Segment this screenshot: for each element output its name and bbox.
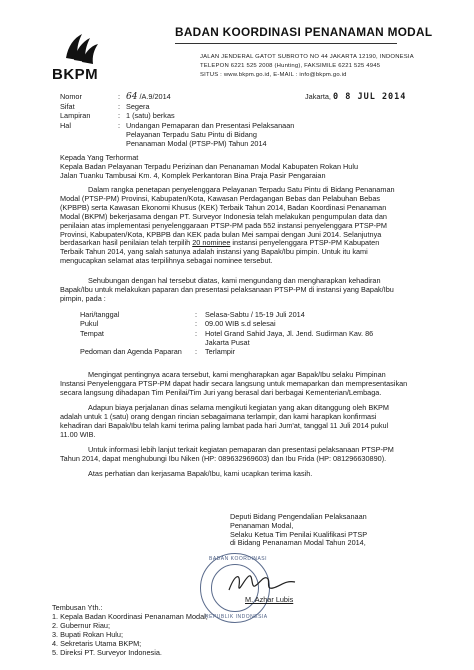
letter-meta	[60, 92, 294, 148]
handwritten-signature	[225, 568, 300, 598]
schedule-guide-row: Pedoman dan Agenda Paparan : Terlampir	[80, 347, 236, 357]
address-line-1: JALAN JENDERAL GATOT SUBROTO NO 44 JAKARTA 12190, INDONESIA	[200, 54, 414, 60]
cc-title: Tembusan Yth.:	[52, 603, 103, 612]
bkpm-logo-icon	[60, 28, 102, 68]
schedule-block	[80, 310, 373, 356]
paragraph-1: Dalam rangka penetapan penyelenggara Pelayanan Terpadu Satu Pintu di Bidang Penanaman Modal (PTSP-PM) Provinsi, Kabupaten/Kota, Kawasan Perdagangan Bebas dan Pelabuhan Bebas (KPBPB) serta Kawasan Ekonomi Khusus (KEK) Terbaik Tahun 2014, Badan Koordinasi Penanaman Modal (BKPM) bekerjasama dengan PT. Surveyor Indonesia telah melakukan pengumpulan data dan penilaian atas implementasi penyelenggaraan PTSP-PM pada 552 instansi penyelenggara PTSP-PM Provinsi, Kabupaten/Kota, KPBPB dan KEK pada bulan Mei sampai dengan Juni 2014. Selanjutnya berdasarkan hasil penilaian telah terpilih 20 nominee instansi penyelenggara PTSP-PM Kabupaten Terbaik Tahun 2014, yang salah satunya adalah instansi yang Bapak/Ibu pimpin. Untuk itu kami mengucapkan selamat atas terpilihnya sebagai nominee tersebut.	[60, 185, 395, 266]
nominee-count: 20 nominee	[192, 238, 231, 248]
schedule-date-row: Hari/tanggal : Selasa-Sabtu / 15-19 Juli 2014	[80, 310, 305, 319]
signature-block: Deputi Bidang Pengendalian Pelaksanaan Penanaman Modal, Selaku Ketua Tim Penilai Kualifikasi PTSP di Bidang Penanaman Modal Tahun 2014,	[230, 512, 368, 548]
logo-wordmark: BKPM	[52, 66, 99, 83]
schedule-time-row: Pukul : 09.00 WIB s.d selesai	[80, 319, 276, 329]
place-date: Jakarta, 0 8 JUL 2014	[305, 92, 407, 102]
recipient-block: Kepada Yang Terhormat Kepala Badan Pelayanan Terpadu Perizinan dan Penanaman Modal Kabupaten Rokan Hulu Jalan Tuanku Tambusai Km. 4, Komplek Perkantoran Bina Praja Pasir Pengaraian	[60, 153, 359, 180]
signatory-name: M. Azhar Lubis	[245, 595, 294, 604]
sifat-row: Sifat : Segera	[60, 102, 150, 112]
official-stamp: BADAN KOORDINASI REPUBLIK INDONESIA	[200, 553, 270, 623]
paragraph-5: Untuk informasi lebih lanjut terkait kegiatan pemaparan dan presentasi pelaksanaan PTSP-PM Tahun 2014, dapat menghubungi Ibu Niken (HP: 089632969603) dan Ibu Frida (HP: 081296630890).	[60, 445, 394, 463]
date-stamp: 0 8 JUL 2014	[333, 92, 407, 102]
cc-item: 2. Gubernur Riau;	[52, 621, 111, 631]
paragraph-2: Sehubungan dengan hal tersebut diatas, kami mengundang dan mengharapkan kehadiran Bapak/Ibu untuk melakukan paparan dan presentasi pelaksanaan PTSP-PM di instansi yang Bapak/Ibu pimpin, pada :	[60, 276, 394, 303]
hal-line-2: Pelayanan Terpadu Satu Pintu di Bidang	[126, 129, 257, 139]
cc-item: 4. Sekretaris Utama BKPM;	[52, 639, 142, 649]
address-line-2: TELEPON 6221 525 2008 (Hunting), FAKSIMILE 6221 525 4945	[200, 63, 381, 69]
cc-item: 5. Direksi PT. Surveyor Indonesia.	[52, 648, 162, 658]
header-rule	[175, 43, 397, 44]
lampiran-row: Lampiran : 1 (satu) berkas	[60, 111, 175, 121]
hal-line-3: Penanaman Modal (PTSP-PM) Tahun 2014	[126, 139, 267, 149]
schedule-place-row: Tempat : Hotel Grand Sahid Jaya, Jl. Jend. Sudirman Kav. 86	[80, 328, 374, 338]
agency-name: BADAN KOORDINASI PENANAMAN MODAL	[175, 25, 433, 39]
nomor-row: Nomor : 64 /A.9/2014	[60, 92, 171, 102]
paragraph-4: Adapun biaya perjalanan dinas selama mengikuti kegiatan yang akan ditanggung oleh BKPM adalah untuk 1 (satu) orang dengan rincian sebagaimana terlampir, dan kami harapkan konfirmasi kehadiran dari Bapak/Ibu telah kami terima paling lambat pada hari Jum'at, tanggal 11 Juli 2014 pukul 11.00 WIB.	[60, 403, 390, 439]
cc-item: 1. Kepala Badan Koordinasi Penanaman Modal;	[52, 612, 208, 622]
schedule-place-line-2: Jakarta Pusat	[205, 337, 250, 347]
address-line-3: SITUS : www.bkpm.go.id, E-MAIL : info@bkpm.go.id	[200, 72, 347, 78]
paragraph-6: Atas perhatian dan kerjasama Bapak/Ibu, kami ucapkan terima kasih.	[88, 469, 313, 478]
paragraph-3: Mengingat pentingnya acara tersebut, kami mengharapkan agar Bapak/Ibu selaku Pimpinan Instansi Penyelenggara PTSP-PM dapat hadir secara langsung untuk memaparkan dan mempresentasikan secara langsung dihadapan Tim Penilai/Tim Juri yang berasal dari berbagai Kementerian/Lembaga.	[60, 370, 408, 397]
hal-row: Hal : Undangan Pemaparan dan Presentasi Pelaksanaan	[60, 120, 295, 130]
cc-block	[52, 603, 208, 658]
handwritten-number: 64	[126, 92, 138, 102]
cc-item: 3. Bupati Rokan Hulu;	[52, 630, 123, 640]
